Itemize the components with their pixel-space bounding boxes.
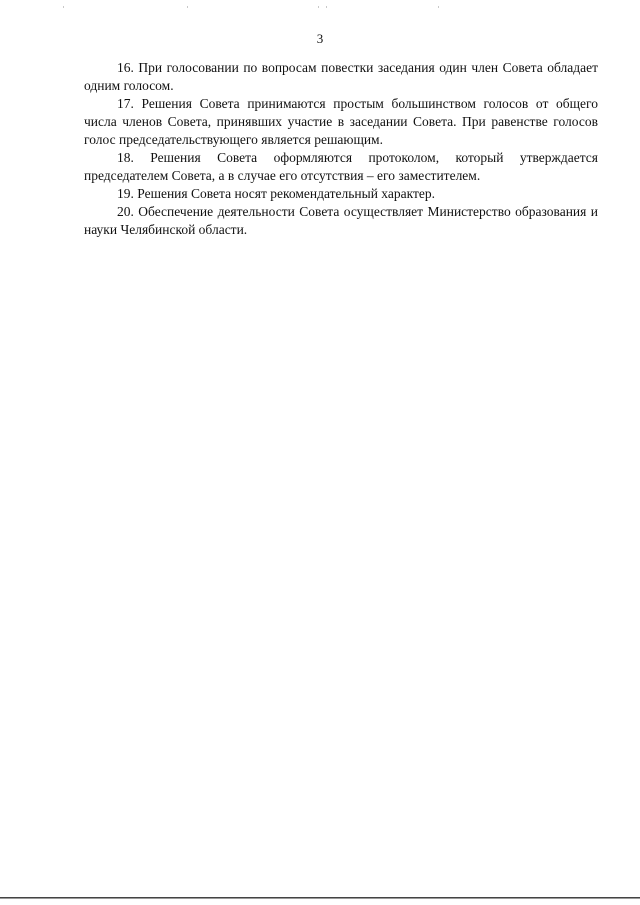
document-body xyxy=(84,59,598,239)
paragraph-18: 18. Решения Совета оформляются протоколом, который утверждается председателем Совета, а в случае его отсутствия – его заместителем. xyxy=(84,150,598,183)
paragraph-20: 20. Обеспечение деятельности Совета осуществляет Министерство образования и науки Челябинской области. xyxy=(84,204,598,237)
scan-speck xyxy=(326,6,327,8)
paragraph-17: 17. Решения Совета принимаются простым большинством голосов от общего числа членов Совета, принявших участие в заседании Совета. При равенстве голосов голос председательствующего является решающим. xyxy=(84,96,598,147)
scan-speck xyxy=(438,6,439,8)
paragraph-19: 19. Решения Совета носят рекомендательный характер. xyxy=(117,186,436,201)
page-number: 3 xyxy=(316,31,324,46)
scan-artifacts xyxy=(0,6,640,10)
paragraph-16: 16. При голосовании по вопросам повестки заседания один член Совета обладает одним голосом. xyxy=(84,60,598,93)
scan-speck xyxy=(63,6,64,8)
scan-speck xyxy=(187,6,188,8)
scan-speck xyxy=(318,6,319,8)
scan-bottom-edge xyxy=(0,897,640,899)
